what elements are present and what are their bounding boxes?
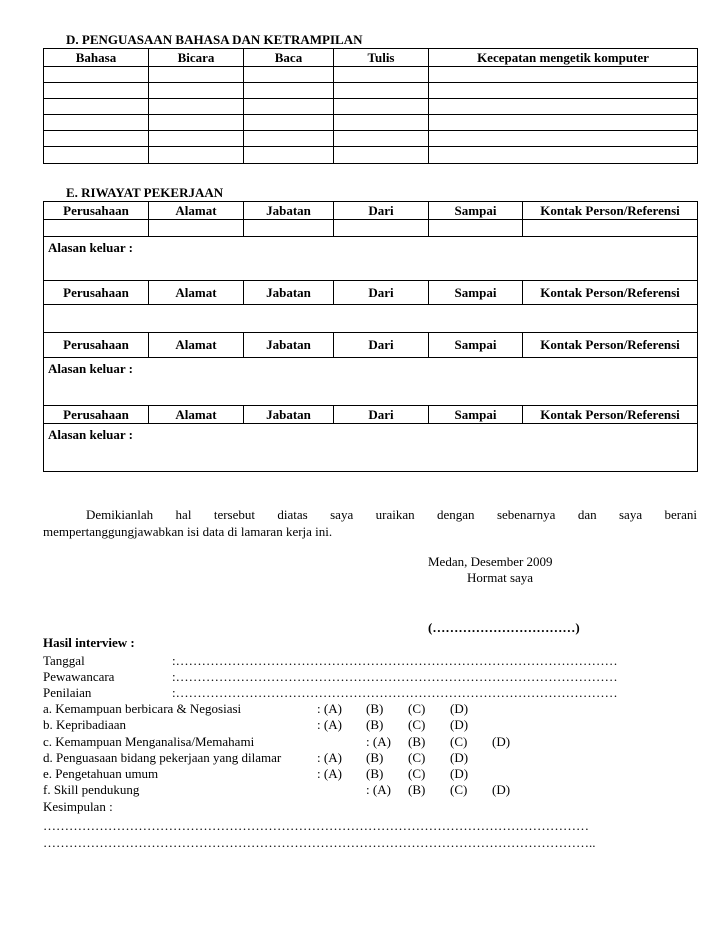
table-cell[interactable]	[429, 99, 698, 115]
option-a[interactable]: : (A)	[366, 734, 391, 749]
table-cell[interactable]	[334, 115, 429, 131]
header-kecepatan: Kecepatan mengetik komputer	[429, 49, 698, 67]
table-cell[interactable]	[429, 115, 698, 131]
table-cell[interactable]	[44, 83, 149, 99]
header-kontak: Kontak Person/Referensi	[523, 406, 698, 424]
alasan-keluar-field[interactable]: Alasan keluar :	[44, 424, 698, 472]
field-label-penilaian: Penilaian	[43, 685, 92, 700]
header-jabatan: Jabatan	[244, 333, 334, 358]
table-cell[interactable]	[334, 67, 429, 83]
table-cell[interactable]	[244, 99, 334, 115]
interview-title: Hasil interview :	[43, 635, 135, 650]
option-a[interactable]: : (A)	[366, 782, 391, 797]
place-date: Medan, Desember 2009	[428, 554, 553, 569]
table-row[interactable]	[44, 305, 698, 333]
option-d[interactable]: (D)	[450, 701, 469, 716]
language-skills-table	[43, 48, 698, 164]
criteria-label: f. Skill pendukung	[43, 782, 140, 797]
table-cell[interactable]	[244, 147, 334, 164]
table-cell[interactable]	[149, 220, 244, 237]
table-cell[interactable]	[429, 83, 698, 99]
option-c[interactable]: (C)	[450, 782, 468, 797]
table-cell[interactable]	[334, 131, 429, 147]
field-penilaian[interactable]: :…………………………………………………………………………………………	[172, 685, 618, 700]
table-cell[interactable]	[149, 147, 244, 164]
table-cell[interactable]	[44, 220, 149, 237]
kesimpulan-line-2[interactable]: ………………………………………………………………………………………………………………..	[43, 835, 596, 850]
option-c[interactable]: (C)	[408, 750, 426, 765]
table-cell[interactable]	[334, 220, 429, 237]
header-jabatan: Jabatan	[244, 202, 334, 220]
table-cell[interactable]	[44, 147, 149, 164]
statement-line-1: Demikianlah hal tersebut diatas saya uraikan dengan sebenarnya dan saya berani	[86, 507, 697, 522]
table-cell[interactable]	[149, 115, 244, 131]
statement-line-2: mempertanggungjawabkan isi data di lamaran kerja ini.	[43, 524, 333, 539]
table-row[interactable]	[44, 67, 698, 83]
header-dari: Dari	[334, 281, 429, 305]
table-cell[interactable]	[429, 220, 523, 237]
header-dari: Dari	[334, 202, 429, 220]
option-d[interactable]: (D)	[492, 734, 511, 749]
table-cell[interactable]	[334, 99, 429, 115]
option-b[interactable]: (B)	[408, 782, 426, 797]
header-baca: Baca	[244, 49, 334, 67]
header-jabatan: Jabatan	[244, 281, 334, 305]
option-b[interactable]: (B)	[366, 766, 384, 781]
table-cell[interactable]	[244, 115, 334, 131]
option-a[interactable]: : (A)	[317, 701, 342, 716]
table-cell[interactable]	[523, 220, 698, 237]
field-pewawancara[interactable]: :…………………………………………………………………………………………	[172, 669, 618, 684]
option-b[interactable]: (B)	[408, 734, 426, 749]
header-dari: Dari	[334, 333, 429, 358]
table-cell[interactable]	[244, 220, 334, 237]
table-cell[interactable]	[149, 131, 244, 147]
table-row[interactable]	[44, 220, 698, 237]
table-cell[interactable]	[149, 83, 244, 99]
option-b[interactable]: (B)	[366, 717, 384, 732]
table-row[interactable]	[44, 83, 698, 99]
header-bicara: Bicara	[149, 49, 244, 67]
table-cell[interactable]	[429, 147, 698, 164]
section-d-title: D. PENGUASAAN BAHASA DAN KETRAMPILAN	[66, 32, 363, 47]
table-cell[interactable]	[149, 67, 244, 83]
table-cell[interactable]	[244, 67, 334, 83]
header-dari: Dari	[334, 406, 429, 424]
header-alamat: Alamat	[149, 202, 244, 220]
option-b[interactable]: (B)	[366, 750, 384, 765]
option-c[interactable]: (C)	[408, 717, 426, 732]
option-d[interactable]: (D)	[450, 766, 469, 781]
table-cell[interactable]	[44, 67, 149, 83]
table-cell[interactable]	[334, 147, 429, 164]
header-sampai: Sampai	[429, 406, 523, 424]
header-perusahaan: Perusahaan	[44, 281, 149, 305]
alasan-keluar-field[interactable]: Alasan keluar :	[44, 358, 698, 406]
option-a[interactable]: : (A)	[317, 717, 342, 732]
section-e-title: E. RIWAYAT PEKERJAAN	[66, 185, 224, 200]
table-cell[interactable]	[334, 83, 429, 99]
header-sampai: Sampai	[429, 202, 523, 220]
field-label-tanggal: Tanggal	[43, 653, 85, 668]
kesimpulan-line-1[interactable]: ………………………………………………………………………………………………………………	[43, 818, 589, 833]
work-history-table	[43, 201, 698, 472]
header-perusahaan: Perusahaan	[44, 333, 149, 358]
option-c[interactable]: (C)	[408, 701, 426, 716]
header-tulis: Tulis	[334, 49, 429, 67]
header-bahasa: Bahasa	[44, 49, 149, 67]
header-perusahaan: Perusahaan	[44, 202, 149, 220]
field-tanggal[interactable]: :…………………………………………………………………………………………	[172, 653, 618, 668]
header-alamat: Alamat	[149, 406, 244, 424]
header-alamat: Alamat	[149, 333, 244, 358]
table-row[interactable]	[44, 131, 698, 147]
closing-text: Hormat saya	[467, 570, 534, 585]
table-cell[interactable]	[44, 131, 149, 147]
table-cell[interactable]	[44, 115, 149, 131]
header-kontak: Kontak Person/Referensi	[523, 281, 698, 305]
option-d[interactable]: (D)	[450, 750, 469, 765]
table-cell[interactable]	[244, 131, 334, 147]
field-label-pewawancara: Pewawancara	[43, 669, 115, 684]
table-row[interactable]	[44, 147, 698, 164]
option-a[interactable]: : (A)	[317, 750, 342, 765]
header-kontak: Kontak Person/Referensi	[523, 202, 698, 220]
header-sampai: Sampai	[429, 281, 523, 305]
header-jabatan: Jabatan	[244, 406, 334, 424]
header-perusahaan: Perusahaan	[44, 406, 149, 424]
kesimpulan-label: Kesimpulan :	[43, 799, 113, 814]
option-d[interactable]: (D)	[492, 782, 511, 797]
table-row[interactable]	[44, 99, 698, 115]
table-cell[interactable]	[244, 83, 334, 99]
option-b[interactable]: (B)	[366, 701, 384, 716]
criteria-label: e. Pengetahuan umum	[43, 766, 159, 781]
option-d[interactable]: (D)	[450, 717, 469, 732]
criteria-label: c. Kemampuan Menganalisa/Memahami	[43, 734, 255, 749]
table-cell[interactable]	[149, 99, 244, 115]
signature-name-line[interactable]: (……………………………)	[428, 620, 580, 635]
alasan-keluar-field[interactable]: Alasan keluar :	[44, 237, 698, 281]
criteria-label: a. Kemampuan berbicara & Negosiasi	[43, 701, 242, 716]
table-row[interactable]	[44, 115, 698, 131]
table-cell[interactable]	[429, 67, 698, 83]
option-c[interactable]: (C)	[408, 766, 426, 781]
header-kontak: Kontak Person/Referensi	[523, 333, 698, 358]
table-cell[interactable]	[429, 131, 698, 147]
criteria-label: d. Penguasaan bidang pekerjaan yang dilamar	[43, 750, 282, 765]
option-c[interactable]: (C)	[450, 734, 468, 749]
table-cell[interactable]	[44, 99, 149, 115]
criteria-label: b. Kepribadiaan	[43, 717, 127, 732]
header-alamat: Alamat	[149, 281, 244, 305]
option-a[interactable]: : (A)	[317, 766, 342, 781]
header-sampai: Sampai	[429, 333, 523, 358]
